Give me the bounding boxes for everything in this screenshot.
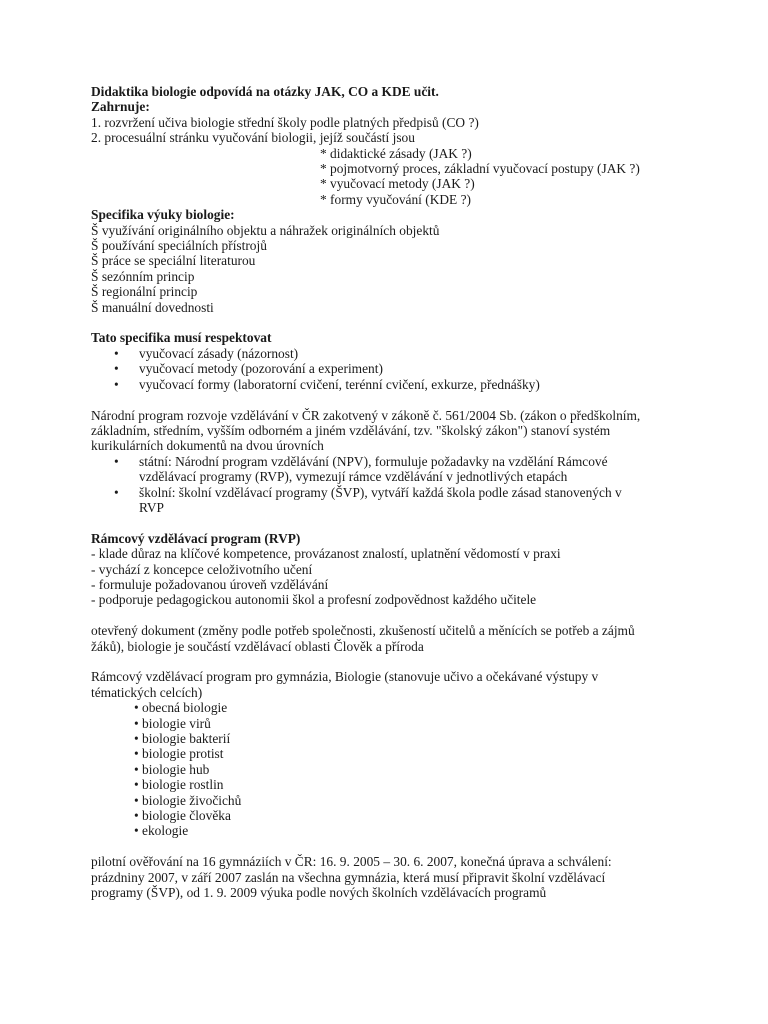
pilot-text: prázdniny 2007, v září 2007 zaslán na všechna gymnázia, která musí připravit školní vzdělávací [91, 869, 606, 885]
respect-heading: Tato specifika musí respektovat [91, 330, 272, 346]
bullet-icon: • [114, 361, 119, 377]
gymnasium-text: tématických celcích) [91, 684, 203, 700]
specifics-heading: Specifika výuky biologie: [91, 207, 235, 223]
specifics-marker: Š [91, 284, 99, 300]
specifics-marker: Š [91, 299, 99, 315]
rvp-item: - vychází z koncepce celoživotního učení [91, 561, 313, 577]
intro-sub-item: * pojmotvorný proces, základní vyučovací postupy (JAK ?) [320, 161, 640, 177]
spacer [91, 654, 691, 669]
specifics-marker: Š [91, 222, 99, 238]
specifics-item: Š práce se speciální literaturou [91, 253, 256, 269]
topic-item: • biologie rostlin [134, 777, 224, 793]
topic-item: • biologie bakterií [134, 730, 231, 746]
rvp-heading: Rámcový vzdělávací program (RVP) [91, 530, 301, 546]
bullet-icon: • [114, 376, 119, 392]
program-text: základním, středním, vyšším odborném a jiném vzdělávání, tzv. "školský zákon") stanoví systém [91, 422, 611, 438]
topic-item: • obecná biologie [134, 700, 228, 716]
pilot-text: pilotní ověřování na 16 gymnáziích v ČR: 16. 9. 2005 – 30. 6. 2007, konečná úprava a schválení: [91, 854, 612, 870]
spacer [91, 515, 691, 530]
program-text: kurikulárních dokumentů na dvou úrovních [91, 438, 324, 454]
intro-sub-item: * vyučovací metody (JAK ?) [320, 176, 475, 192]
gymnasium-text: Rámcový vzdělávací program pro gymnázia, Biologie (stanovuje učivo a očekávané výstupy v [91, 669, 599, 685]
intro-sub-item: * didaktické zásady (JAK ?) [320, 145, 472, 161]
program-text: Národní program rozvoje vzdělávání v ČR zakotvený v zákoně č. 561/2004 Sb. (zákon o předškolním, [91, 407, 641, 423]
includes-label: Zahrnuje: [91, 99, 150, 115]
specifics-item: Š manuální dovednosti [91, 299, 214, 315]
topic-item: • biologie člověka [134, 808, 231, 824]
pilot-text: programy (ŠVP), od 1. 9. 2009 výuka podle nových školních vzdělávacích programů [91, 885, 547, 901]
spacer [91, 392, 691, 407]
topic-item: • biologie protist [134, 746, 224, 762]
spacer [91, 608, 691, 623]
rvp-item: - formuluje požadovanou úroveň vzdělávání [91, 576, 329, 592]
bullet-icon: • [114, 345, 119, 361]
program-level-school: • školní: školní vzdělávací programy (ŠVP), vytváří každá škola podle zásad stanovených v RVP [114, 484, 622, 515]
specifics-marker: Š [91, 268, 99, 284]
rvp-item: - klade důraz na klíčové kompetence, provázanost znalostí, uplatnění vědomostí v praxi [91, 546, 561, 562]
open-doc-text: otevřený dokument (změny podle potřeb společnosti, zkušeností učitelů a měnících se potřeb a zájmů [91, 623, 635, 639]
respect-item: • vyučovací zásady (názornost) [114, 345, 299, 361]
specifics-item: Š regionální princip [91, 284, 198, 300]
specifics-marker: Š [91, 238, 99, 254]
specifics-item: Š využívání originálního objektu a náhražek originálních objektů [91, 222, 440, 238]
document-body [91, 84, 691, 900]
topic-item: • biologie živočichů [134, 792, 242, 808]
spacer [91, 839, 691, 854]
rvp-item: - podporuje pedagogickou autonomii škol a profesní zodpovědnost každého učitele [91, 592, 537, 608]
respect-item: • vyučovací formy (laboratorní cvičení, terénní cvičení, exkurze, přednášky) [114, 376, 540, 392]
bullet-icon: • [114, 453, 119, 469]
respect-item: • vyučovací metody (pozorování a experiment) [114, 361, 383, 377]
intro-title: Didaktika biologie odpovídá na otázky JAK, CO a KDE učit. [91, 84, 439, 99]
topic-item: • biologie hub [134, 761, 210, 777]
intro-sub-item: * formy vyučování (KDE ?) [320, 191, 471, 207]
specifics-item: Š sezónním princip [91, 268, 195, 284]
topic-item: • biologie virů [134, 715, 211, 731]
spacer [91, 315, 691, 330]
open-doc-text: žáků), biologie je součástí vzdělávací oblasti Člověk a příroda [91, 638, 424, 654]
bullet-icon: • [114, 484, 119, 500]
specifics-item: Š používání speciálních přístrojů [91, 238, 267, 254]
program-level-state: • státní: Národní program vzdělávání (NPV), formuluje požadavky na vzdělání Rámcové vzdělávací programy (RVP), vymezují rámce vzdělávání v jednotlivých etapách [114, 453, 608, 485]
intro-item-1: 1. rozvržení učiva biologie střední školy podle platných předpisů (CO ?) [91, 114, 479, 130]
specifics-marker: Š [91, 253, 99, 269]
intro-item-2: 2. procesuální stránku vyučování biologii, jejíž součástí jsou [91, 130, 415, 146]
topic-item: • ekologie [134, 823, 189, 839]
